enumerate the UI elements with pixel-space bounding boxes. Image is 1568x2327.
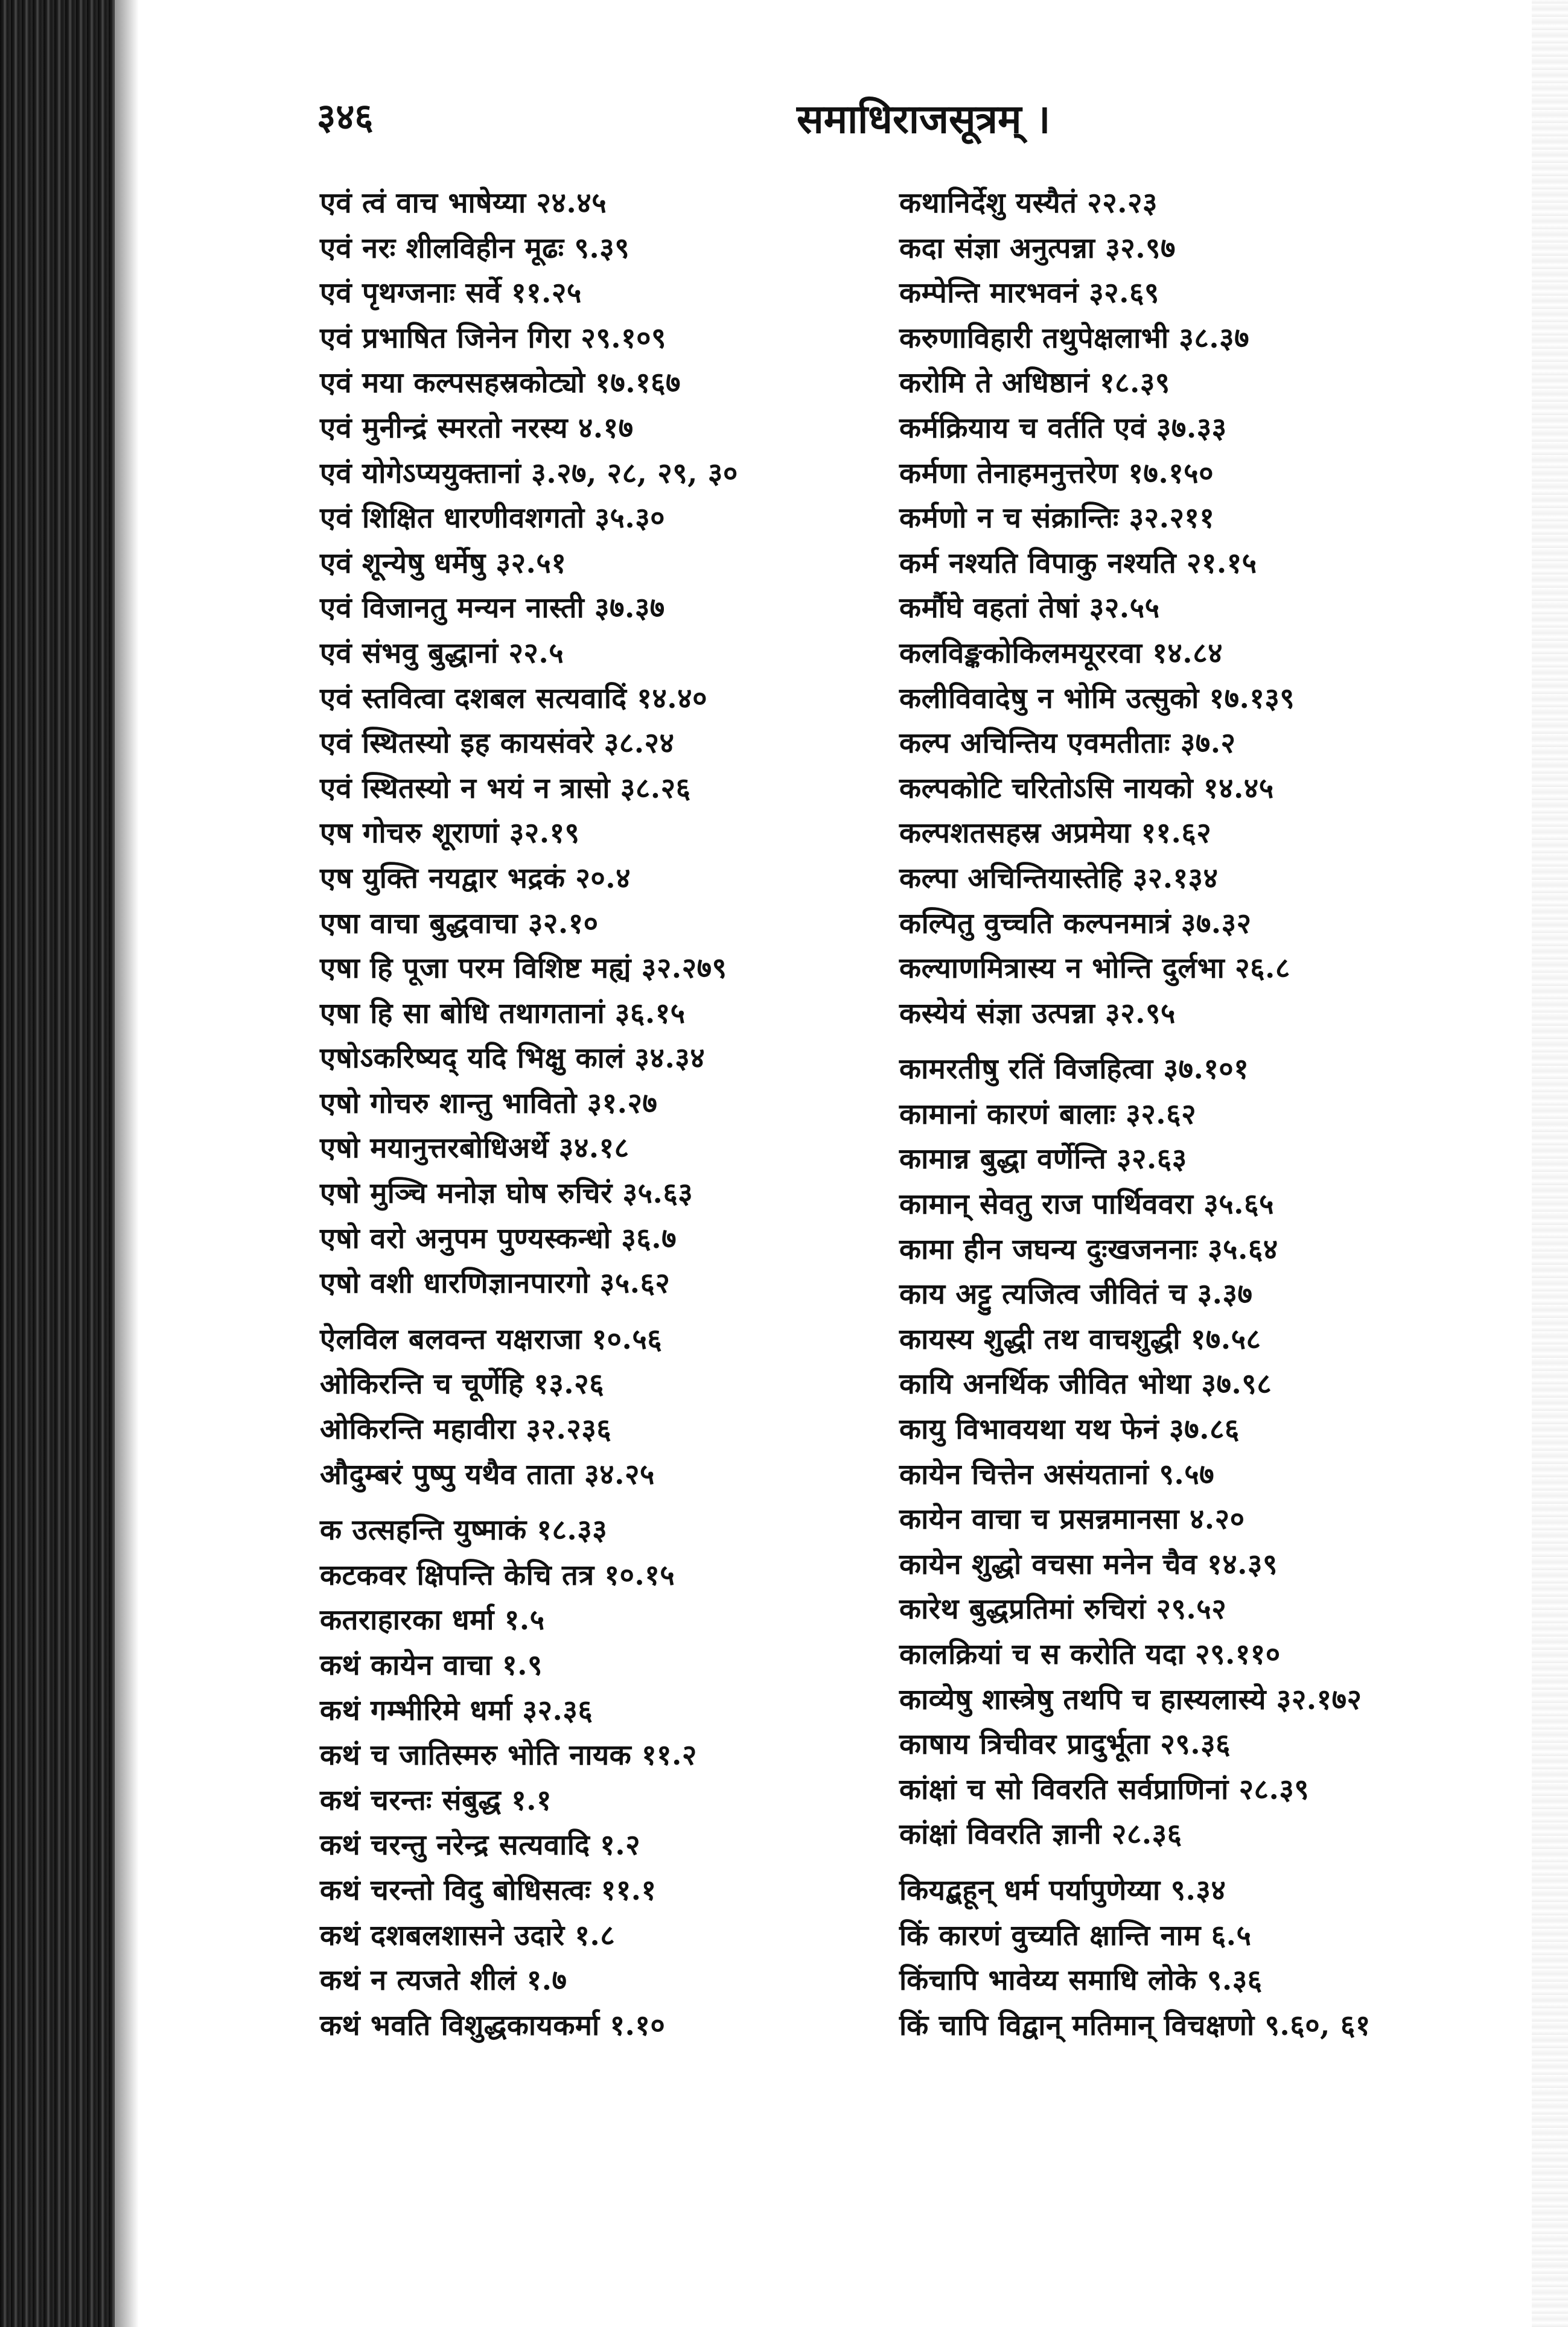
index-entry: कम्पेन्ति मारभवनं ३२.६९ [899, 276, 1159, 310]
index-entry: कांक्षां विवरति ज्ञानी २८.३६ [899, 1818, 1182, 1851]
index-entry: एवं स्थितस्यो इह कायसंवरे ३८.२४ [320, 727, 675, 760]
index-entry: करुणाविहारी तथुपेक्षलाभी ३८.३७ [899, 321, 1250, 355]
index-entry: एषो वशी धारणिज्ञानपारगो ३५.६२ [320, 1267, 671, 1300]
index-left-column [320, 181, 899, 2048]
index-entry: कलविङ्ककोकिलमयूररवा १४.८४ [899, 636, 1223, 670]
index-entry: एवं शून्येषु धर्मेषु ३२.५१ [320, 546, 567, 580]
index-entry: कतराहारका धर्मा १.५ [320, 1603, 545, 1637]
running-title: समाधिराजसूत्रम् । [797, 95, 1051, 142]
index-entry: ओकिरन्ति महावीरा ३२.२३६ [320, 1413, 612, 1447]
index-entry: कर्म नश्यति विपाकु नश्यति २१.१५ [899, 546, 1257, 580]
index-entry: कदा संज्ञा अनुत्पन्ना ३२.९७ [899, 231, 1176, 265]
index-entry: कल्पशतसहस्र अप्रमेया ११.६२ [899, 817, 1212, 850]
index-entry: कायेन शुद्धो वचसा मनेन चैव १४.३९ [899, 1547, 1278, 1581]
index-entry: कल्प अचिन्तिय एवमतीताः ३७.२ [899, 727, 1236, 760]
index-entry: कर्मक्रियाय च वर्तति एवं ३७.३३ [899, 411, 1227, 445]
index-entry: एषा हि सा बोधि तथागतानां ३६.१५ [320, 996, 686, 1030]
index-entry: औदुम्बरं पुष्पु यथैव ताता ३४.२५ [320, 1457, 655, 1491]
index-entry: एवं विजानतु मन्यन नास्ती ३७.३७ [320, 591, 665, 625]
index-entry: एषो वरो अनुपम पुण्यस्कन्धो ३६.७ [320, 1221, 677, 1255]
index-entry: कामान् सेवतु राज पार्थिववरा ३५.६५ [899, 1188, 1274, 1221]
index-entry: ओकिरन्ति च चूर्णेहि १३.२६ [320, 1367, 605, 1401]
index-entry: कथं चरन्तु नरेन्द्र सत्यवादि १.२ [320, 1829, 641, 1862]
index-entry: कल्पा अचिन्तियास्तेहि ३२.१३४ [899, 861, 1219, 895]
index-entry: एषो मुञ्चि मनोज्ञ घोष रुचिरं ३५.६३ [320, 1177, 693, 1211]
index-entry: एष गोचरु शूराणां ३२.१९ [320, 817, 580, 850]
index-entry: एवं मया कल्पसहस्रकोट्यो १७.१६७ [320, 366, 681, 400]
index-entry: कथं गम्भीरिमे धर्मा ३२.३६ [320, 1693, 593, 1727]
index-entry: क उत्सहन्ति युष्माकं १८.३३ [320, 1514, 608, 1547]
index-entry: कर्मणो न च संक्रान्तिः ३२.२११ [899, 501, 1215, 535]
index-entry: काय अट्टु त्यजित्व जीवितं च ३.३७ [899, 1278, 1253, 1311]
index-entry: कथं भवति विशुद्धकायकर्मा १.१० [320, 2008, 666, 2042]
index-entry: एषो गोचरु शान्तु भावितो ३१.२७ [320, 1086, 658, 1120]
index-entry: कायु विभावयथा यथ फेनं ३७.८६ [899, 1413, 1240, 1447]
index-entry: कायि अनर्थिक जीवित भोथा ३७.९८ [899, 1367, 1272, 1401]
index-entry: कथं चरन्तः संबुद्ध १.१ [320, 1783, 552, 1817]
page-binding-shadow [0, 0, 115, 2327]
index-entry: एवं नरः शीलविहीन मूढः ९.३९ [320, 231, 630, 265]
section-gap [899, 1036, 1509, 1047]
index-entry: एष युक्ति नयद्वार भद्रकं २०.४ [320, 861, 631, 895]
index-entry: कर्मणा तेनाहमनुत्तरेण १७.१५० [899, 456, 1214, 490]
page-binding-fade [115, 0, 139, 2327]
index-entry: काव्येषु शास्त्रेषु तथपि च हास्यलास्ये ३२.१७२ [899, 1682, 1362, 1716]
section-gap [320, 1307, 899, 1317]
index-entry: कथानिर्देशु यस्यैतं २२.२३ [899, 186, 1158, 220]
index-entry: कल्पकोटि चरितोऽसि नायको १४.४५ [899, 771, 1274, 805]
index-entry: एषो मयानुत्तरबोधिअर्थे ३४.१८ [320, 1132, 629, 1165]
index-entry: एवं स्तवित्वा दशबल सत्यवादिं १४.४० [320, 681, 708, 715]
index-entry: कथं न त्यजते शीलं १.७ [320, 1964, 567, 1998]
index-entry: कामा हीन जघन्य दुःखजननाः ३५.६४ [899, 1232, 1278, 1266]
index-entry: कथं कायेन वाचा १.९ [320, 1649, 543, 1682]
index-entry: एषा हि पूजा परम विशिष्ट मह्यं ३२.२७९ [320, 952, 727, 985]
section-gap [320, 1497, 899, 1508]
index-entry: कटकवर क्षिपन्ति केचि तत्र १०.१५ [320, 1558, 675, 1592]
index-entry: कालक्रियां च स करोति यदा २९.११० [899, 1638, 1281, 1671]
index-entry: एवं प्रभाषित जिनेन गिरा २९.१०९ [320, 321, 666, 355]
index-entry: कस्येयं संज्ञा उत्पन्ना ३२.९५ [899, 996, 1176, 1030]
index-entry: कामान्न बुद्धा वर्णेन्ति ३२.६३ [899, 1142, 1187, 1176]
index-entry: कायस्य शुद्धी तथ वाचशुद्धी १७.५८ [899, 1322, 1261, 1356]
index-entry: एवं संभवु बुद्धानां २२.५ [320, 636, 564, 670]
index-entry: ऐलविल बलवन्त यक्षराजा १०.५६ [320, 1322, 663, 1356]
index-entry: कायेन चित्तेन असंयतानां ९.५७ [899, 1457, 1215, 1491]
page-header [317, 91, 1464, 151]
index-entry: कलीविवादेषु न भोमि उत्सुको १७.१३९ [899, 681, 1295, 715]
index-entry: कथं दशबलशासने उदारे १.८ [320, 1918, 616, 1952]
index-entry: एवं शिक्षित धारणीवशगतो ३५.३० [320, 501, 666, 535]
index-right-column [899, 181, 1509, 2048]
index-entry: एषा वाचा बुद्धवाचा ३२.१० [320, 906, 599, 940]
index-entry: एषोऽकरिष्यद् यदि भिक्षु कालं ३४.३४ [320, 1042, 706, 1075]
index-entry: कल्पितु वुच्चति कल्पनमात्रं ३७.३२ [899, 906, 1252, 940]
index-entry: कियद्बहून् धर्म पर्यापुणेय्या ९.३४ [899, 1873, 1226, 1907]
index-entry: एवं त्वं वाच भाषेय्या २४.४५ [320, 186, 607, 220]
index-entry: एवं मुनीन्द्रं स्मरतो नरस्य ४.१७ [320, 411, 634, 445]
index-entry: कारेथ बुद्धप्रतिमां रुचिरां २९.५२ [899, 1593, 1227, 1626]
index-entry: कामानां कारणं बालाः ३२.६२ [899, 1097, 1197, 1131]
index-entry: एवं पृथग्जनाः सर्वे ११.२५ [320, 276, 582, 310]
index-entry: एवं स्थितस्यो न भयं न त्रासो ३८.२६ [320, 771, 691, 805]
index-entry: कथं च जातिस्मरु भोति नायक ११.२ [320, 1739, 697, 1772]
index-entry: एवं योगेऽप्ययुक्तानां ३.२७, २८, २९, ३० [320, 456, 738, 490]
section-gap [899, 1857, 1509, 1868]
index-entry: काषाय त्रिचीवर प्रादुर्भूता २९.३६ [899, 1728, 1231, 1762]
index-entry: किंचापि भावेय्य समाधि लोके ९.३६ [899, 1964, 1263, 1998]
index-entry: कथं चरन्तो विदु बोधिसत्वः ११.१ [320, 1873, 657, 1907]
page-number: ३४६ [317, 96, 374, 138]
index-entry: कल्याणमित्रास्य न भोन्ति दुर्लभा २६.८ [899, 952, 1290, 985]
index-entry: किं कारणं वुच्यति क्षान्ति नाम ६.५ [899, 1918, 1252, 1952]
index-entry: कामरतीषु रतिं विजहित्वा ३७.१०१ [899, 1052, 1249, 1086]
index-entry: किं चापि विद्वान् मतिमान् विचक्षणो ९.६०, ६१ [899, 2008, 1371, 2042]
index-entry: कांक्षां च सो विवरति सर्वप्राणिनां २८.३९ [899, 1772, 1310, 1806]
index-entry: कर्मौघे वहतां तेषां ३२.५५ [899, 591, 1160, 625]
index-entry: कायेन वाचा च प्रसन्नमानसा ४.२० [899, 1503, 1245, 1536]
index-entry: करोमि ते अधिष्ठानं १८.३९ [899, 366, 1170, 400]
page-edge-speckle [1532, 0, 1568, 2327]
